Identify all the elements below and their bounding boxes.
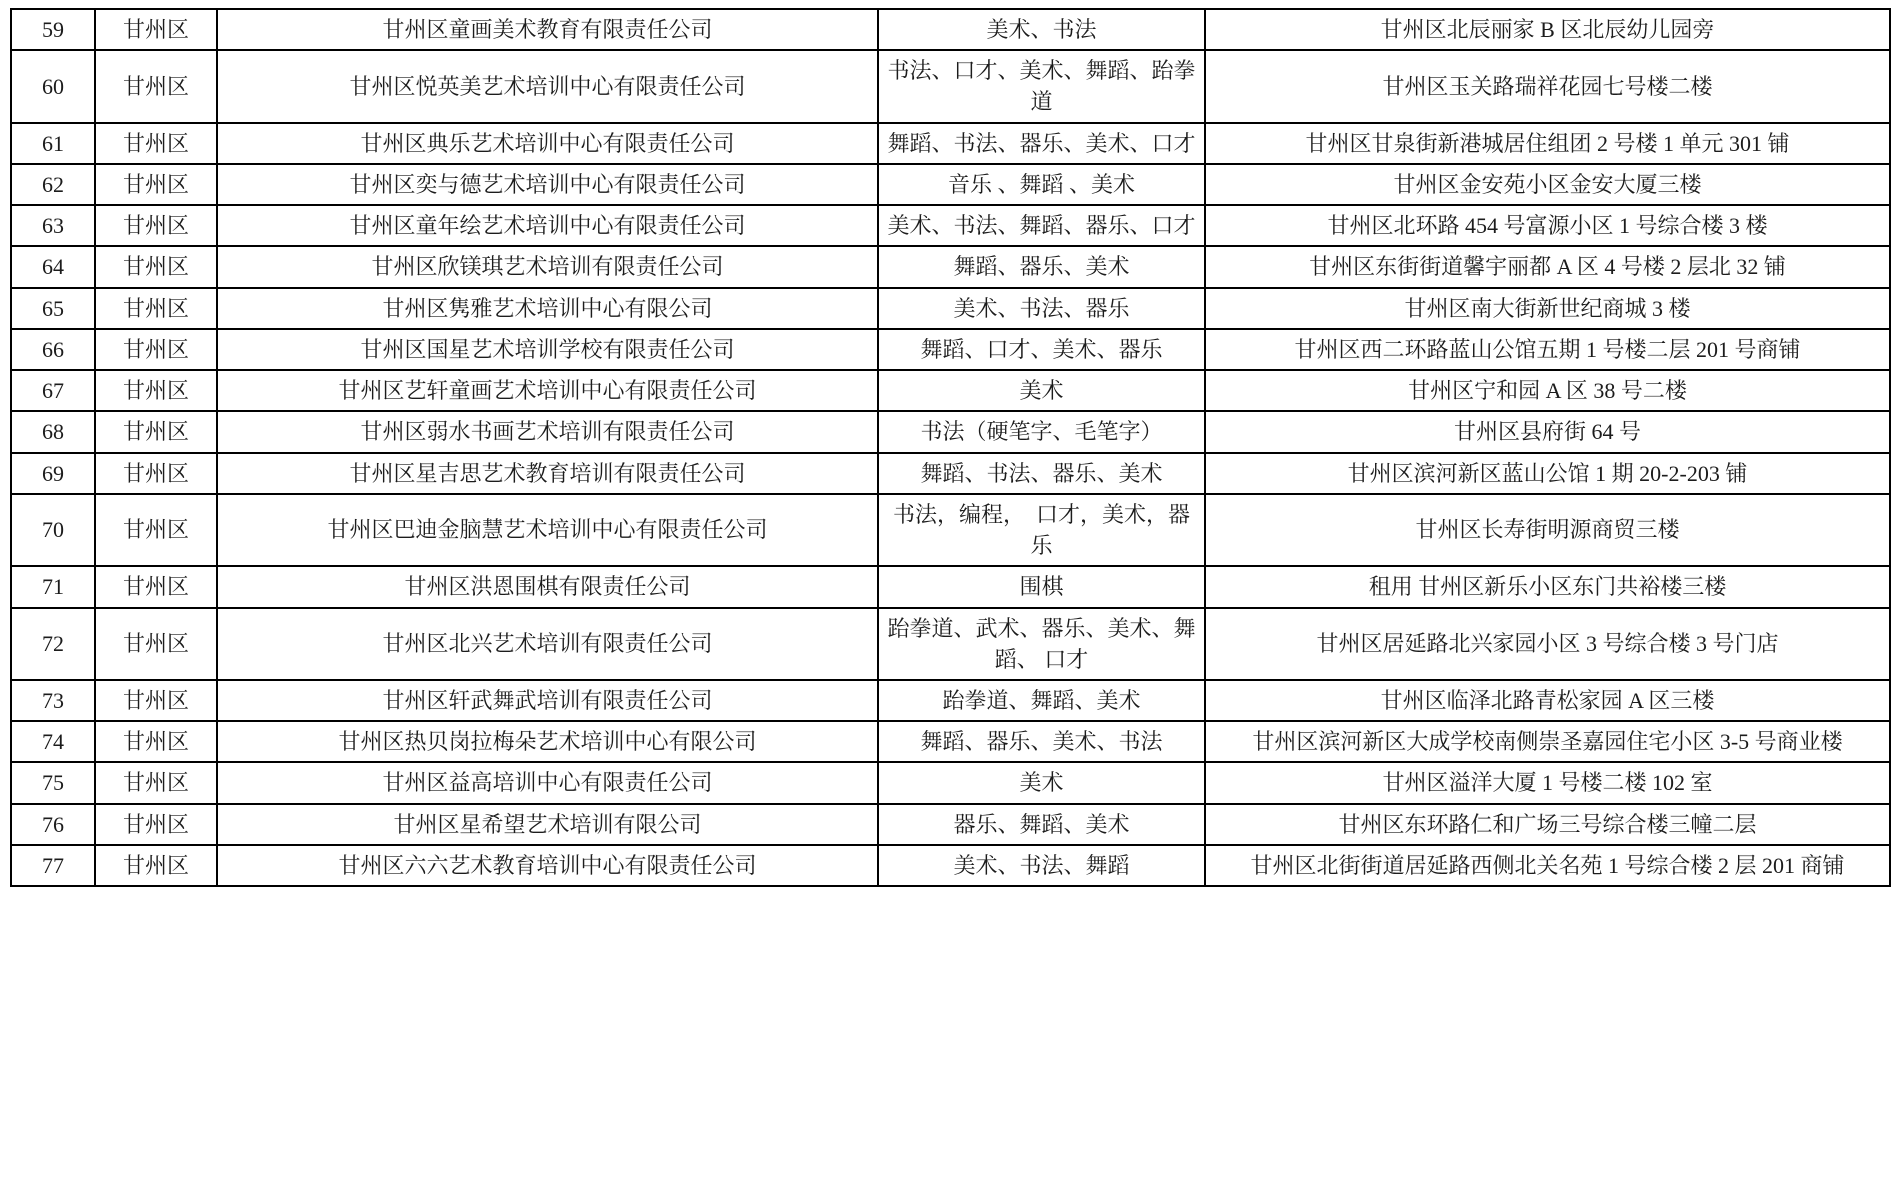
table-row	[11, 50, 1890, 122]
cell-subjects: 书法、口才、美术、舞蹈、跆拳道	[878, 50, 1205, 122]
cell-subjects: 音乐 、舞蹈 、美术	[878, 164, 1205, 205]
cell-district: 甘州区	[95, 9, 217, 50]
cell-district: 甘州区	[95, 411, 217, 452]
cell-subjects: 美术、书法、舞蹈、器乐、口才	[878, 205, 1205, 246]
cell-row-number: 70	[11, 494, 95, 566]
cell-institution-name: 甘州区奕与德艺术培训中心有限责任公司	[217, 164, 878, 205]
cell-institution-name: 甘州区悦英美艺术培训中心有限责任公司	[217, 50, 878, 122]
table-row	[11, 411, 1890, 452]
cell-subjects: 舞蹈、器乐、美术、书法	[878, 721, 1205, 762]
cell-subjects: 舞蹈、口才、美术、器乐	[878, 329, 1205, 370]
cell-row-number: 74	[11, 721, 95, 762]
cell-institution-name: 甘州区童画美术教育有限责任公司	[217, 9, 878, 50]
cell-address: 甘州区玉关路瑞祥花园七号楼二楼	[1205, 50, 1890, 122]
cell-subjects: 器乐、舞蹈、美术	[878, 804, 1205, 845]
cell-subjects: 舞蹈、书法、器乐、美术	[878, 453, 1205, 494]
cell-district: 甘州区	[95, 566, 217, 607]
cell-row-number: 60	[11, 50, 95, 122]
cell-address: 甘州区金安苑小区金安大厦三楼	[1205, 164, 1890, 205]
table-row	[11, 205, 1890, 246]
cell-address: 甘州区溢洋大厦 1 号楼二楼 102 室	[1205, 762, 1890, 803]
cell-row-number: 63	[11, 205, 95, 246]
cell-row-number: 69	[11, 453, 95, 494]
cell-institution-name: 甘州区童年绘艺术培训中心有限责任公司	[217, 205, 878, 246]
table-row	[11, 566, 1890, 607]
cell-institution-name: 甘州区艺轩童画艺术培训中心有限责任公司	[217, 370, 878, 411]
table-row	[11, 680, 1890, 721]
cell-institution-name: 甘州区国星艺术培训学校有限责任公司	[217, 329, 878, 370]
table-row	[11, 721, 1890, 762]
cell-row-number: 59	[11, 9, 95, 50]
cell-district: 甘州区	[95, 164, 217, 205]
cell-institution-name: 甘州区六六艺术教育培训中心有限责任公司	[217, 845, 878, 886]
table-row	[11, 608, 1890, 680]
cell-row-number: 62	[11, 164, 95, 205]
cell-row-number: 76	[11, 804, 95, 845]
cell-address: 甘州区居延路北兴家园小区 3 号综合楼 3 号门店	[1205, 608, 1890, 680]
table-row	[11, 453, 1890, 494]
table-row	[11, 370, 1890, 411]
table-row	[11, 329, 1890, 370]
cell-address: 甘州区东街街道馨宇丽都 A 区 4 号楼 2 层北 32 铺	[1205, 246, 1890, 287]
cell-district: 甘州区	[95, 845, 217, 886]
cell-subjects: 舞蹈、器乐、美术	[878, 246, 1205, 287]
table-row	[11, 164, 1890, 205]
cell-district: 甘州区	[95, 762, 217, 803]
cell-row-number: 73	[11, 680, 95, 721]
table-row	[11, 845, 1890, 886]
cell-address: 甘州区西二环路蓝山公馆五期 1 号楼二层 201 号商铺	[1205, 329, 1890, 370]
cell-row-number: 72	[11, 608, 95, 680]
cell-address: 甘州区东环路仁和广场三号综合楼三幢二层	[1205, 804, 1890, 845]
cell-subjects: 美术、书法、舞蹈	[878, 845, 1205, 886]
cell-institution-name: 甘州区星希望艺术培训有限公司	[217, 804, 878, 845]
cell-district: 甘州区	[95, 608, 217, 680]
cell-row-number: 67	[11, 370, 95, 411]
cell-subjects: 跆拳道、舞蹈、美术	[878, 680, 1205, 721]
table-row	[11, 246, 1890, 287]
cell-district: 甘州区	[95, 329, 217, 370]
cell-institution-name: 甘州区隽雅艺术培训中心有限公司	[217, 288, 878, 329]
cell-subjects: 书法，编程， 口才，美术，器乐	[878, 494, 1205, 566]
cell-subjects: 围棋	[878, 566, 1205, 607]
training-institutions-table	[10, 8, 1891, 887]
cell-district: 甘州区	[95, 205, 217, 246]
cell-institution-name: 甘州区星吉思艺术教育培训有限责任公司	[217, 453, 878, 494]
cell-subjects: 舞蹈、书法、器乐、美术、口才	[878, 123, 1205, 164]
cell-address: 甘州区长寿街明源商贸三楼	[1205, 494, 1890, 566]
table-body	[11, 9, 1890, 886]
cell-institution-name: 甘州区益高培训中心有限责任公司	[217, 762, 878, 803]
cell-institution-name: 甘州区北兴艺术培训有限责任公司	[217, 608, 878, 680]
cell-address: 甘州区县府街 64 号	[1205, 411, 1890, 452]
cell-institution-name: 甘州区巴迪金脑慧艺术培训中心有限责任公司	[217, 494, 878, 566]
cell-row-number: 61	[11, 123, 95, 164]
cell-district: 甘州区	[95, 50, 217, 122]
cell-institution-name: 甘州区轩武舞武培训有限责任公司	[217, 680, 878, 721]
cell-district: 甘州区	[95, 453, 217, 494]
cell-district: 甘州区	[95, 288, 217, 329]
cell-subjects: 美术	[878, 762, 1205, 803]
table-row	[11, 123, 1890, 164]
cell-subjects: 美术、书法	[878, 9, 1205, 50]
cell-row-number: 68	[11, 411, 95, 452]
cell-institution-name: 甘州区弱水书画艺术培训有限责任公司	[217, 411, 878, 452]
cell-subjects: 跆拳道、武术、器乐、美术、舞蹈、 口才	[878, 608, 1205, 680]
cell-address: 甘州区临泽北路青松家园 A 区三楼	[1205, 680, 1890, 721]
cell-district: 甘州区	[95, 494, 217, 566]
cell-district: 甘州区	[95, 721, 217, 762]
table-row	[11, 762, 1890, 803]
cell-subjects: 美术、书法、器乐	[878, 288, 1205, 329]
cell-row-number: 71	[11, 566, 95, 607]
cell-district: 甘州区	[95, 123, 217, 164]
cell-address: 甘州区滨河新区蓝山公馆 1 期 20-2-203 铺	[1205, 453, 1890, 494]
table-row	[11, 9, 1890, 50]
cell-address: 甘州区甘泉街新港城居住组团 2 号楼 1 单元 301 铺	[1205, 123, 1890, 164]
cell-address: 甘州区滨河新区大成学校南侧崇圣嘉园住宅小区 3-5 号商业楼	[1205, 721, 1890, 762]
cell-row-number: 75	[11, 762, 95, 803]
cell-subjects: 书法（硬笔字、毛笔字）	[878, 411, 1205, 452]
cell-subjects: 美术	[878, 370, 1205, 411]
cell-row-number: 77	[11, 845, 95, 886]
cell-district: 甘州区	[95, 246, 217, 287]
cell-institution-name: 甘州区洪恩围棋有限责任公司	[217, 566, 878, 607]
cell-address: 甘州区北街街道居延路西侧北关名苑 1 号综合楼 2 层 201 商铺	[1205, 845, 1890, 886]
cell-district: 甘州区	[95, 680, 217, 721]
cell-institution-name: 甘州区典乐艺术培训中心有限责任公司	[217, 123, 878, 164]
table-row	[11, 494, 1890, 566]
cell-row-number: 64	[11, 246, 95, 287]
cell-address: 甘州区北环路 454 号富源小区 1 号综合楼 3 楼	[1205, 205, 1890, 246]
cell-district: 甘州区	[95, 804, 217, 845]
cell-address: 甘州区北辰丽家 B 区北辰幼儿园旁	[1205, 9, 1890, 50]
cell-district: 甘州区	[95, 370, 217, 411]
cell-address: 甘州区南大街新世纪商城 3 楼	[1205, 288, 1890, 329]
cell-address: 租用 甘州区新乐小区东门共裕楼三楼	[1205, 566, 1890, 607]
cell-row-number: 66	[11, 329, 95, 370]
cell-institution-name: 甘州区欣镁琪艺术培训有限责任公司	[217, 246, 878, 287]
cell-institution-name: 甘州区热贝岗拉梅朵艺术培训中心有限公司	[217, 721, 878, 762]
table-row	[11, 288, 1890, 329]
cell-row-number: 65	[11, 288, 95, 329]
cell-address: 甘州区宁和园 A 区 38 号二楼	[1205, 370, 1890, 411]
table-row	[11, 804, 1890, 845]
document-sheet	[10, 8, 1891, 887]
